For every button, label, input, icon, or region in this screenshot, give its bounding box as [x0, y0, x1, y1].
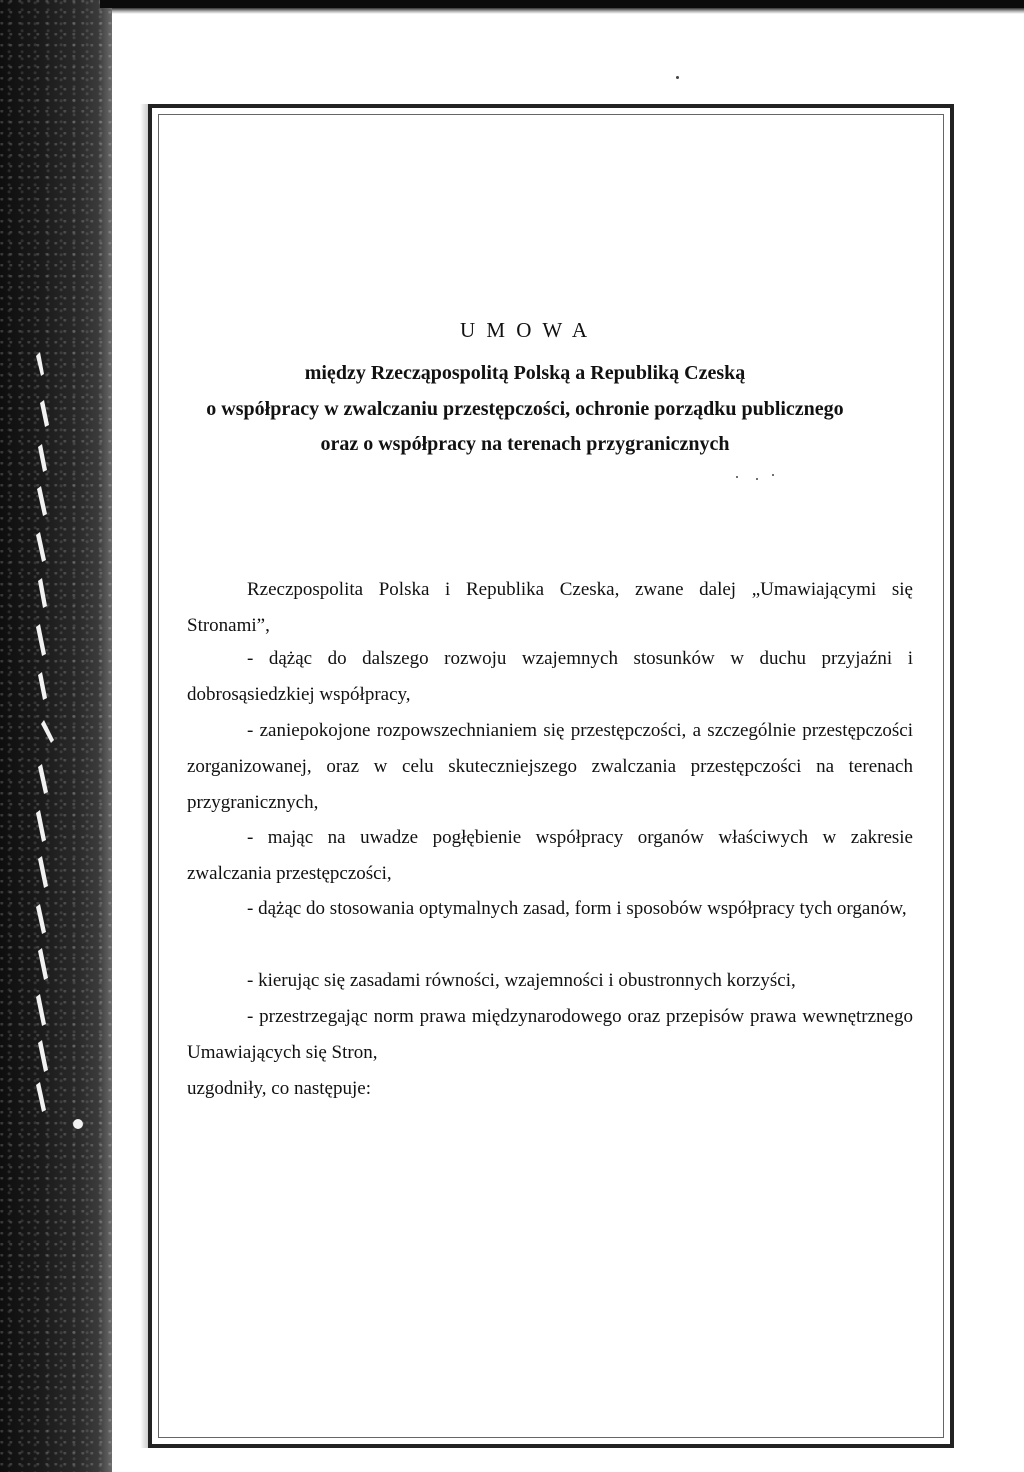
document-subtitle-line-1: między Rzecząpospolitą Polską a Republiką Czeską: [304, 362, 746, 384]
scan-binding-edge: [0, 0, 112, 1472]
preamble-clause-4: [187, 891, 913, 927]
preamble-conclusion: [187, 1071, 913, 1107]
preamble-clause-2: [187, 713, 913, 821]
preamble-text: - dążąc do dalszego rozwoju wzajemnych stosunków w duchu przyjaźni i dobrosąsiedzkiej współpracy,: [187, 648, 913, 705]
preamble-text: - mając na uwadze pogłębienie współpracy organów właściwych w zakresie zwalczania przestępczości,: [187, 827, 913, 884]
document-subtitle-line-2: o współpracy w zwalczaniu przestępczości, ochronie porządku publicznego: [206, 398, 844, 420]
scan-top-edge: [100, 0, 1024, 8]
preamble-text: Rzeczpospolita Polska i Republika Czeska, zwane dalej „Umawiającymi się Stronami”,: [187, 579, 913, 636]
preamble-clause-1: [187, 641, 913, 713]
document-subtitle-line-3: oraz o współpracy na terenach przygranicznych: [320, 433, 730, 455]
preamble-text: - kierując się zasadami równości, wzajemności i obustronnych korzyści,: [247, 970, 796, 991]
preamble-clause-6: [187, 999, 913, 1071]
scan-top-shadow: [112, 8, 1024, 14]
scan-dust: [676, 76, 679, 79]
preamble-text: - dążąc do stosowania optymalnych zasad, form i sposobów współpracy tych organów,: [247, 898, 907, 919]
preamble-text: - zaniepokojone rozpowszechnianiem się przestępczości, a szczególnie przestępczości zorganizowanej, oraz w celu skuteczniejszego zwalczania przestępczości na terenach przygranicznych,: [187, 720, 913, 813]
preamble-text: - przestrzegając norm prawa międzynarodowego oraz przepisów prawa wewnętrznego Umawiających się Stron,: [187, 1006, 913, 1063]
preamble-parties: [187, 572, 913, 644]
binding-stitches: [0, 0, 112, 1472]
preamble-clause-3: [187, 820, 913, 892]
preamble-text: uzgodniły, co następuje:: [187, 1078, 371, 1099]
document-title: U M O W A: [459, 318, 591, 342]
preamble-clause-5: [187, 963, 913, 999]
scan-marks: [734, 474, 774, 480]
